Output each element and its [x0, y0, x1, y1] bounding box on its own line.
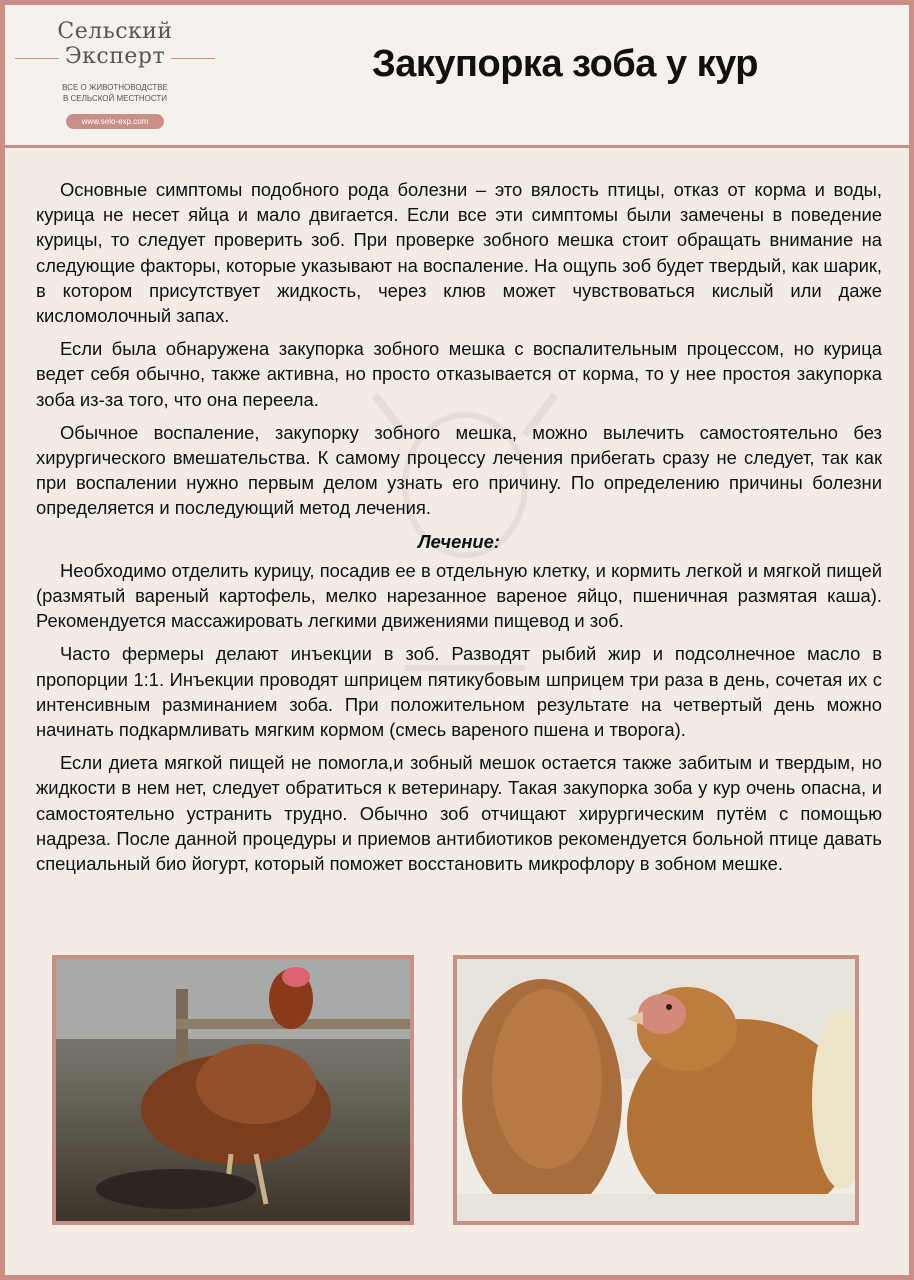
- logo-url[interactable]: www.selo-exp.com: [66, 114, 165, 129]
- photo-hen-in-coop: [52, 955, 414, 1225]
- paragraph-veterinarian: Если диета мягкой пищей не помогла,и зобный мешок остается также забитым и твердым, но жидкости в нем нет, следует обратиться к ветеринару. Такая закупорка зоба у кур очень опасна, и самостоятельно устранить трудно. Обычно зоб отчищают хирургическим путём с помощью надреза. После данной процедуры и приемов антибиотиков рекомендуется больной птице давать специальный био йогурт, который поможет восстановить микрофлору в зобном мешке.: [36, 752, 882, 875]
- paragraph-inflammation: Обычное воспаление, закупорку зобного мешка, можно вылечить самостоятельно без хирургического вмешательства. К самому процессу лечения прибегать сразу не следует, так как при воспалении нужно первым делом узнать его причину. По определению причины болезни определяется и последующий метод лечения.: [36, 421, 882, 519]
- article-body: [36, 177, 882, 884]
- paragraph-overeating: Если была обнаружена закупорка зобного мешка с воспалительным процессом, но курица ведет себя обычно, также активна, но просто отказывается от корма, то у нее простоя закупорка зоба из-за того, что она переела.: [36, 338, 882, 410]
- paragraph-isolation: Необходимо отделить курицу, посадив ее в отдельную клетку, и кормить легкой и мягкой пищей (размятый вареный картофель, мелко нарезанное вареное яйцо, пшеничная размятая каша). Рекомендуется массажировать легкими движениями пищевод и зоб.: [36, 559, 882, 632]
- paragraph-injections: Часто фермеры делают инъекции в зоб. Разводят рыбий жир и подсолнечное масло в пропорции 1:1. Инъекции проводят шприцем пятикубовым шприцем три раза в день, сочетая их с интенсивным разминанием зоба. При положительном результате на четвертый день можно начинать подкармливать мягким кормом (смесь вареного пшена и творога).: [36, 643, 882, 741]
- paragraph-symptoms: Основные симптомы подобного рода болезни – это вялость птицы, отказ от корма и воды, курица не несет яйца и мало двигается. Если все эти симптомы были замечены в поведение курицы, то следует проверить зоб. При проверке зобного мешка стоит обращать внимание на следующие факторы, которые указывают на воспаление. На ощупь зоб будет твердый, как шарик, в котором присутствует жидкость, через клюв может чувствоваться кислый или даже кисломолочный запах.: [36, 179, 882, 327]
- logo-tagline-2: В СЕЛЬСКОЙ МЕСТНОСТИ: [62, 94, 168, 103]
- logo-tagline: [15, 82, 215, 104]
- logo-name-line2-wrap: [15, 44, 215, 72]
- page-frame: [5, 5, 909, 1275]
- page-title: Закупорка зоба у кур: [371, 43, 759, 85]
- header: [5, 5, 909, 148]
- logo: [15, 15, 215, 140]
- logo-name-line1: Сельский: [57, 19, 173, 44]
- logo-name-line2: Эксперт: [59, 44, 171, 69]
- treatment-heading: Лечение:: [417, 530, 501, 552]
- logo-tagline-1: ВСЕ О ЖИВОТНОВОДСТВЕ: [62, 83, 168, 92]
- photo-two-hens: [453, 955, 859, 1225]
